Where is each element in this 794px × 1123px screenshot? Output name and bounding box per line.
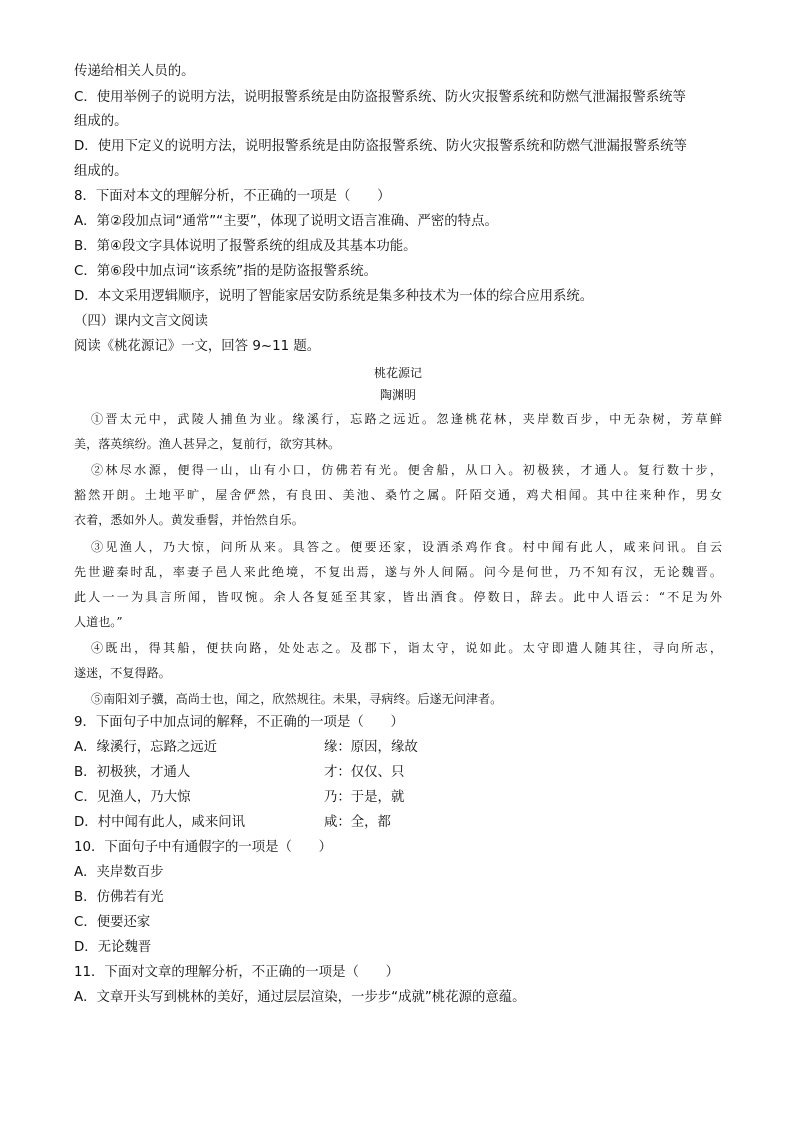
q11-option-a: A．文章开头写到桃林的美好，通过层层渲染，一步步“成就”桃花源的意蕴。: [74, 990, 526, 1005]
q9-option-d: [74, 814, 722, 832]
q11-stem: 11．下面对文章的理解分析，不正确的一项是（ ）: [74, 965, 400, 980]
passage-line: 美，落英缤纷。渔人甚异之，复前行，欲穷其林。: [74, 437, 341, 451]
passage-line: ①晋太元中，武陵人捕鱼为业。缘溪行，忘路之远近。忽逢桃花林，夹岸数百步，中无杂树，芳草鲜: [91, 412, 722, 426]
q10-option-d: D．无论魏晋: [74, 940, 152, 955]
q10-option-c: C．便要还家: [74, 915, 151, 930]
passage-line: ②林尽水源，便得一山，山有小口，仿佛若有光。便舍船，从口入。初极狭，才通人。复行数十步，: [91, 463, 722, 477]
q9-option-a: [74, 739, 722, 757]
prev-option-d-cont: 组成的。: [74, 164, 128, 179]
q9-option-explain: 缘：原因，缘故: [324, 740, 418, 755]
prev-option-c: C．使用举例子的说明方法，说明报警系统是由防盗报警系统、防火灾报警系统和防燃气泄漏报警系统等: [74, 90, 686, 105]
q10-stem: 10．下面句子中有通假字的一项是（ ）: [74, 840, 333, 855]
q10-option-b: B．仿佛若有光: [74, 890, 164, 905]
prev-option-d: D．使用下定义的说明方法，说明报警系统是由防盗报警系统、防火灾报警系统和防燃气泄漏报警系统等: [74, 139, 687, 154]
passage-line: 人道也。”: [74, 615, 123, 629]
passage-line: ③见渔人，乃大惊，问所从来。具答之。便要还家，设酒杀鸡作食。村中闻有此人，咸来问讯。自云: [91, 540, 722, 554]
passage-line: 先世避秦时乱，率妻子邑人来此绝境，不复出焉，遂与外人间隔。问今是何世，乃不知有汉，无论魏晋。: [74, 565, 722, 579]
q9-option-explain: 乃：于是，就: [324, 790, 405, 805]
passage-title: 桃花源记: [373, 366, 422, 380]
section-instruction: 阅读《桃花源记》一文，回答 9~11 题。: [74, 339, 321, 354]
passage-line: 豁然开朗。土地平旷，屋舍俨然，有良田、美池、桑竹之属。阡陌交通，鸡犬相闻。其中往来种作，男女: [74, 488, 722, 502]
passage-line: 衣着，悉如外人。黄发垂髫，并怡然自乐。: [74, 513, 304, 527]
passage-author: 陶渊明: [379, 388, 416, 402]
prev-option-c-cont: 组成的。: [74, 114, 128, 129]
q8-option-c: C．第⑥段中加点词“该系统”指的是防盗报警系统。: [74, 264, 378, 279]
q8-stem: 8．下面对本文的理解分析，不正确的一项是（ ）: [74, 189, 391, 204]
q10-option-a: A．夹岸数百步: [74, 865, 164, 880]
q9-option-explain: 才：仅仅、只: [324, 765, 405, 780]
q9-option-sentence: C．见渔人，乃大惊: [74, 790, 191, 805]
passage-line: 遂迷，不复得路。: [74, 666, 171, 680]
q8-option-b: B．第④段文字具体说明了报警系统的组成及其基本功能。: [74, 239, 417, 254]
q9-option-sentence: B．初极狭，才通人: [74, 765, 191, 780]
passage-line: ⑤南阳刘子骥，高尚士也，闻之，欣然规往。未果，寻病终。后遂无问津者。: [91, 692, 503, 706]
section-heading: （四）课内文言文阅读: [74, 314, 208, 329]
q9-option-c: [74, 789, 722, 807]
q9-option-b: [74, 764, 722, 782]
q9-option-sentence: A．缘溪行，忘路之远近: [74, 740, 218, 755]
q8-option-a: A．第②段加点词“通常”“主要”，体现了说明文语言准确、严密的特点。: [74, 214, 498, 229]
q8-option-d: D．本文采用逻辑顺序，说明了智能家居安防系统是集多种技术为一体的综合应用系统。: [74, 289, 594, 304]
passage-line: 此人一一为具言所闻，皆叹惋。余人各复延至其家，皆出酒食。停数日，辞去。此中人语云：“不足为外: [74, 590, 722, 604]
passage-line: ④既出，得其船，便扶向路，处处志之。及郡下，诣太守，说如此。太守即遣人随其往，寻向所志，: [91, 641, 722, 655]
q9-stem: 9．下面句子中加点词的解释，不正确的一项是（ ）: [74, 715, 404, 730]
q9-option-sentence: D．村中闻有此人，咸来问讯: [74, 815, 245, 830]
prev-option-cont: 传递给相关人员的。: [74, 64, 195, 79]
q9-option-explain: 咸：全，都: [324, 815, 391, 830]
